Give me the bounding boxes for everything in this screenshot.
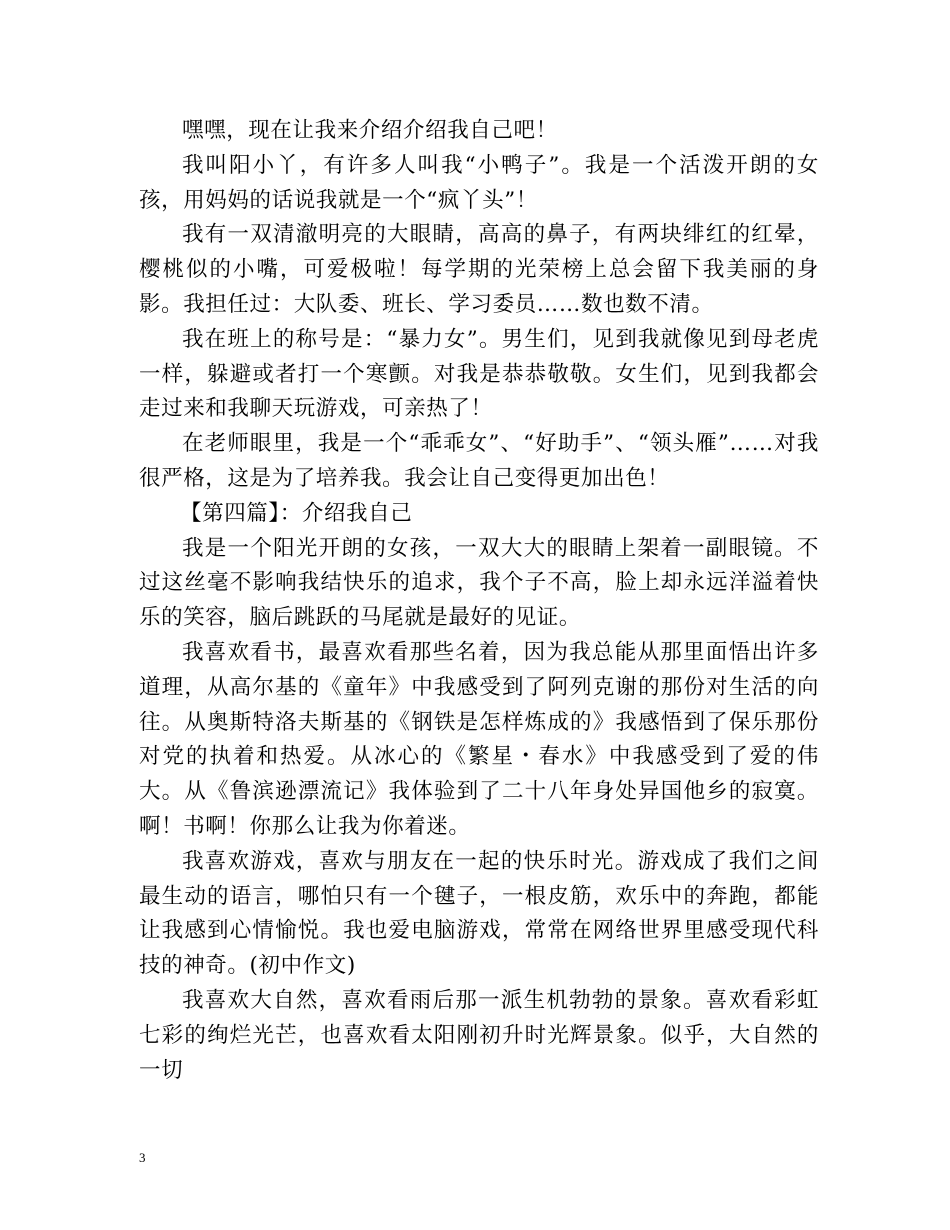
section-heading: 【第四篇】：介绍我自己 [180,500,413,526]
page-number: 3 [139,1150,146,1165]
paragraph-name: 我叫阳小丫，有许多人叫我“小鸭子”。我是一个活泼开朗的女孩，用妈妈的话说我就是一个“疯丫头”！ [139,152,819,213]
paragraph-class-nickname: 我在班上的称号是：“暴力女”。男生们，见到我就像见到母老虎一样，躲避或者打一个寒颤。对我是恭恭敬敬。女生们，见到我都会走过来和我聊天玩游戏，可亲热了！ [139,326,819,422]
paragraph-self-description: 我是一个阳光开朗的女孩，一双大大的眼睛上架着一副眼镜。不过这丝毫不影响我结快乐的追求，我个子不高，脸上却永远洋溢着快乐的笑容，脑后跳跃的马尾就是最好的见证。 [139,535,819,631]
paragraph-nature: 我喜欢大自然，喜欢看雨后那一派生机勃勃的景象。喜欢看彩虹七彩的绚烂光芒，也喜欢看太阳刚初升时光辉景象。似乎，大自然的一切 [139,987,819,1083]
paragraph-games: 我喜欢游戏，喜欢与朋友在一起的快乐时光。游戏成了我们之间最生动的语言，哪怕只有一个毽子，一根皮筋，欢乐中的奔跑，都能让我感到心情愉悦。我也爱电脑游戏，常常在网络世界里感受现代科技的神奇。(初中作文) [139,848,819,979]
paragraph-intro: 嘿嘿，现在让我来介绍介绍我自己吧！ [182,118,558,143]
paragraph-reading: 我喜欢看书，最喜欢看那些名着，因为我总能从那里面悟出许多道理，从高尔基的《童年》中我感受到了阿列克谢的那份对生活的向往。从奥斯特洛夫斯基的《钢铁是怎样炼成的》我感悟到了保乐那份对党的执着和热爱。从冰心的《繁星・春水》中我感受到了爱的伟大。从《鲁滨逊漂流记》我体验到了二十八年身处异国他乡的寂寞。啊！书啊！你那么让我为你着迷。 [139,639,819,839]
paragraph-appearance: 我有一双清澈明亮的大眼睛，高高的鼻子，有两块绯红的红晕，樱桃似的小嘴，可爱极啦！每学期的光荣榜上总会留下我美丽的身影。我担任过：大队委、班长、学习委员……数也数不清。 [139,222,819,317]
document-body [139,114,819,1088]
paragraph-teacher-view: 在老师眼里，我是一个“乖乖女”、“好助手”、“领头雁”……对我很严格，这是为了培养我。我会让自己变得更加出色！ [139,431,819,491]
